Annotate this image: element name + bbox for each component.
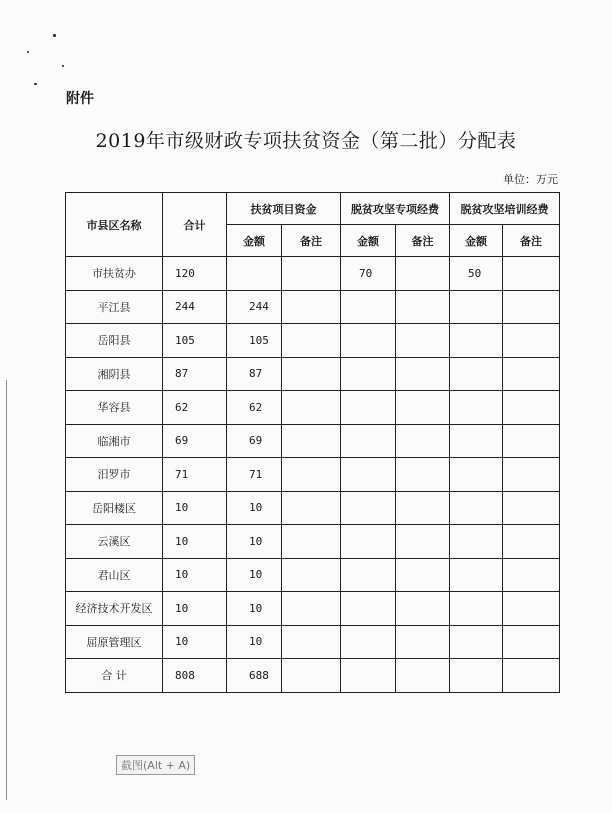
row-training-amount-cell: 50: [450, 257, 503, 291]
row-project-amount-cell: 10: [227, 491, 282, 525]
row-special-note-cell: [396, 525, 450, 559]
row-name-cell: 临湘市: [66, 424, 163, 458]
row-special-amount-cell: 70: [341, 257, 396, 291]
row-total-cell: 10: [163, 525, 227, 559]
table-row: [66, 391, 560, 425]
row-training-amount-cell: [450, 324, 503, 358]
row-training-amount-cell: [450, 357, 503, 391]
header-amount: 金额: [341, 225, 396, 257]
row-special-amount-cell: [341, 324, 396, 358]
row-project-note-cell: [282, 257, 341, 291]
row-training-amount-cell: [450, 659, 503, 693]
row-training-note-cell: [503, 558, 560, 592]
table-row: [66, 257, 560, 291]
row-name-cell: 湘阴县: [66, 357, 163, 391]
row-project-amount-cell: 10: [227, 625, 282, 659]
row-project-amount-cell: 10: [227, 525, 282, 559]
row-project-note-cell: [282, 357, 341, 391]
row-special-note-cell: [396, 625, 450, 659]
table-row: [66, 357, 560, 391]
row-special-note-cell: [396, 558, 450, 592]
table-row: [66, 458, 560, 492]
row-project-note-cell: [282, 324, 341, 358]
annex-label: 附件: [66, 91, 94, 107]
table-row: [66, 290, 560, 324]
row-special-note-cell: [396, 659, 450, 693]
row-name-cell: 合 计: [66, 659, 163, 693]
row-training-note-cell: [503, 324, 560, 358]
row-name-cell: 云溪区: [66, 525, 163, 559]
row-total-cell: 87: [163, 357, 227, 391]
row-special-note-cell: [396, 324, 450, 358]
row-training-note-cell: [503, 391, 560, 425]
table-row: [66, 491, 560, 525]
header-note: 备注: [503, 225, 560, 257]
row-name-cell: 君山区: [66, 558, 163, 592]
row-total-cell: 71: [163, 458, 227, 492]
row-special-note-cell: [396, 391, 450, 425]
row-special-note-cell: [396, 290, 450, 324]
row-project-note-cell: [282, 625, 341, 659]
scan-speck: [62, 65, 64, 67]
row-training-amount-cell: [450, 592, 503, 626]
header-total: 合计: [163, 193, 227, 257]
row-training-amount-cell: [450, 424, 503, 458]
row-project-note-cell: [282, 659, 341, 693]
row-project-amount-cell: [227, 257, 282, 291]
row-special-note-cell: [396, 257, 450, 291]
allocation-table: [65, 192, 560, 693]
row-project-note-cell: [282, 290, 341, 324]
row-total-cell: 105: [163, 324, 227, 358]
row-training-amount-cell: [450, 391, 503, 425]
header-note: 备注: [282, 225, 341, 257]
row-training-note-cell: [503, 458, 560, 492]
row-name-cell: 平江县: [66, 290, 163, 324]
row-project-note-cell: [282, 525, 341, 559]
header-group-special-funds: 脱贫攻坚专项经费: [341, 193, 450, 225]
table-row: [66, 525, 560, 559]
row-project-amount-cell: 10: [227, 592, 282, 626]
scan-speck: [34, 83, 37, 85]
header-note: 备注: [396, 225, 450, 257]
row-name-cell: 岳阳县: [66, 324, 163, 358]
header-amount: 金额: [450, 225, 503, 257]
row-project-note-cell: [282, 592, 341, 626]
row-total-cell: 808: [163, 659, 227, 693]
row-training-note-cell: [503, 290, 560, 324]
unit-label: 单位：万元: [503, 173, 558, 186]
row-name-cell: 市扶贫办: [66, 257, 163, 291]
row-total-cell: 69: [163, 424, 227, 458]
row-special-amount-cell: [341, 357, 396, 391]
row-special-amount-cell: [341, 625, 396, 659]
row-total-cell: 244: [163, 290, 227, 324]
row-special-note-cell: [396, 458, 450, 492]
row-project-amount-cell: 71: [227, 458, 282, 492]
row-training-amount-cell: [450, 290, 503, 324]
row-project-note-cell: [282, 491, 341, 525]
table-row: [66, 324, 560, 358]
row-special-note-cell: [396, 592, 450, 626]
header-group-poverty-project: 扶贫项目资金: [227, 193, 341, 225]
row-training-note-cell: [503, 525, 560, 559]
row-project-note-cell: [282, 424, 341, 458]
row-name-cell: 岳阳楼区: [66, 491, 163, 525]
row-training-amount-cell: [450, 491, 503, 525]
header-group-training-funds: 脱贫攻坚培训经费: [450, 193, 560, 225]
row-training-note-cell: [503, 592, 560, 626]
row-total-cell: 10: [163, 625, 227, 659]
scan-speck: [53, 34, 56, 37]
row-special-amount-cell: [341, 659, 396, 693]
row-training-note-cell: [503, 625, 560, 659]
row-special-note-cell: [396, 424, 450, 458]
row-training-note-cell: [503, 491, 560, 525]
document-title: 2019年市级财政专项扶贫资金（第二批）分配表: [95, 130, 517, 152]
row-project-amount-cell: 105: [227, 324, 282, 358]
row-special-amount-cell: [341, 424, 396, 458]
row-name-cell: 经济技术开发区: [66, 592, 163, 626]
table-row: [66, 659, 560, 693]
row-name-cell: 屈原管理区: [66, 625, 163, 659]
row-special-note-cell: [396, 491, 450, 525]
row-total-cell: 120: [163, 257, 227, 291]
row-special-amount-cell: [341, 290, 396, 324]
table-row: [66, 625, 560, 659]
header-name: 市县区名称: [66, 193, 163, 257]
row-project-amount-cell: 10: [227, 558, 282, 592]
row-special-amount-cell: [341, 458, 396, 492]
row-special-amount-cell: [341, 592, 396, 626]
row-training-amount-cell: [450, 558, 503, 592]
screenshot-hint[interactable]: 截图(Alt + A): [116, 755, 195, 775]
row-project-amount-cell: 62: [227, 391, 282, 425]
row-project-note-cell: [282, 558, 341, 592]
scan-speck: [27, 51, 29, 53]
row-training-note-cell: [503, 659, 560, 693]
row-training-amount-cell: [450, 625, 503, 659]
table-row: [66, 424, 560, 458]
row-project-amount-cell: 87: [227, 357, 282, 391]
row-project-note-cell: [282, 458, 341, 492]
row-project-note-cell: [282, 391, 341, 425]
row-special-amount-cell: [341, 391, 396, 425]
row-total-cell: 62: [163, 391, 227, 425]
scan-edge-line: [6, 380, 7, 800]
table-row: [66, 592, 560, 626]
row-total-cell: 10: [163, 491, 227, 525]
table-row: [66, 558, 560, 592]
row-training-note-cell: [503, 357, 560, 391]
row-special-amount-cell: [341, 491, 396, 525]
row-training-amount-cell: [450, 525, 503, 559]
row-special-amount-cell: [341, 558, 396, 592]
row-total-cell: 10: [163, 592, 227, 626]
row-name-cell: 华容县: [66, 391, 163, 425]
row-training-note-cell: [503, 424, 560, 458]
row-training-note-cell: [503, 257, 560, 291]
row-name-cell: 汨罗市: [66, 458, 163, 492]
row-project-amount-cell: 244: [227, 290, 282, 324]
row-special-note-cell: [396, 357, 450, 391]
row-special-amount-cell: [341, 525, 396, 559]
row-project-amount-cell: 688: [227, 659, 282, 693]
row-project-amount-cell: 69: [227, 424, 282, 458]
header-amount: 金额: [227, 225, 282, 257]
row-total-cell: 10: [163, 558, 227, 592]
row-training-amount-cell: [450, 458, 503, 492]
